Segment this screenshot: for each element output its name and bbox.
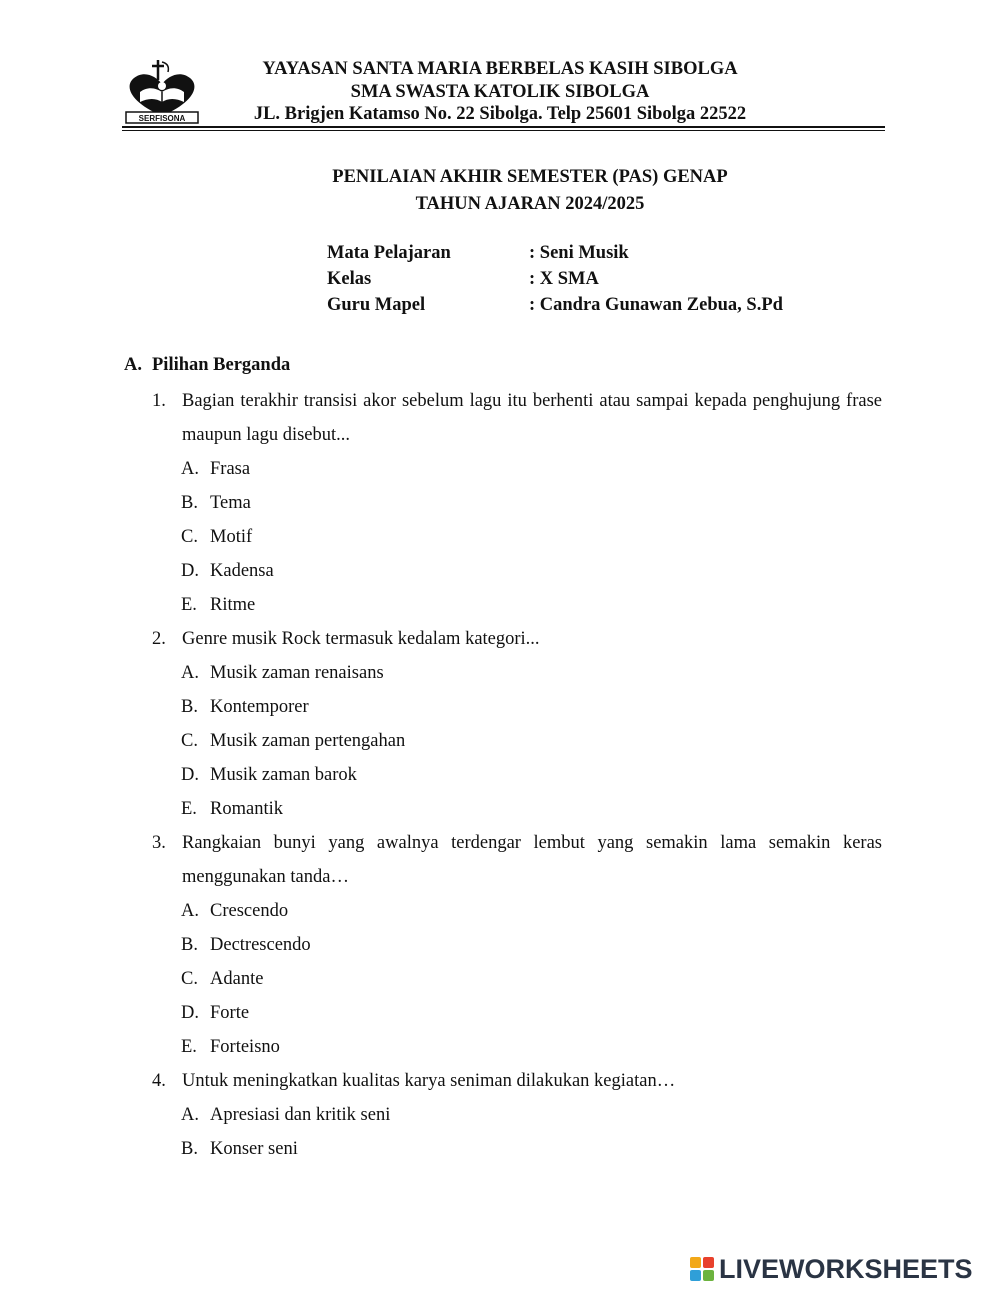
answer-option[interactable]: [152, 996, 882, 1030]
answer-option[interactable]: [152, 554, 882, 588]
question-number: 2.: [152, 629, 166, 649]
info-value: : X SMA: [529, 269, 599, 289]
exam-title: [230, 164, 830, 218]
option-letter: C.: [181, 731, 198, 751]
answer-option[interactable]: [152, 1030, 882, 1064]
option-letter: B.: [181, 697, 198, 717]
option-letter: E.: [181, 595, 197, 615]
option-letter: C.: [181, 527, 198, 547]
logo-tile: [703, 1257, 714, 1268]
answer-option[interactable]: [152, 928, 882, 962]
exam-title-line-2: TAHUN AJARAN 2024/2025: [415, 194, 645, 214]
option-letter: A.: [181, 901, 199, 921]
letterhead: [222, 58, 778, 126]
option-text: Kontemporer: [210, 697, 309, 717]
option-text: Dectrescendo: [210, 935, 311, 955]
option-letter: B.: [181, 1139, 198, 1159]
option-letter: E.: [181, 799, 197, 819]
exam-info: [327, 240, 783, 318]
option-text: Ritme: [210, 595, 256, 615]
question-text: Bagian terakhir transisi akor sebelum lagu itu berhenti atau sampai kepada penghujung frase maupun lagu disebut...: [182, 391, 882, 445]
question-number: 4.: [152, 1071, 166, 1091]
question-number: 3.: [152, 833, 166, 853]
info-row-teacher: [327, 292, 783, 318]
info-value: : Seni Musik: [529, 243, 629, 263]
logo-banner-text: SERFISONA: [138, 114, 186, 123]
option-text: Tema: [210, 493, 251, 513]
question-2: [152, 622, 882, 826]
answer-option[interactable]: [152, 520, 882, 554]
school-logo: [122, 58, 202, 124]
option-text: Crescendo: [210, 901, 289, 921]
answer-option[interactable]: [152, 894, 882, 928]
school-name: SMA SWASTA KATOLIK SIBOLGA: [350, 81, 650, 102]
question-stem: [152, 384, 882, 452]
option-letter: A.: [181, 1105, 199, 1125]
info-label: Mata Pelajaran: [327, 243, 451, 263]
liveworksheets-logo-icon: [690, 1257, 714, 1281]
question-1: [152, 384, 882, 622]
foundation-name: YAYASAN SANTA MARIA BERBELAS KASIH SIBOLGA: [262, 59, 738, 79]
option-letter: B.: [181, 935, 198, 955]
option-text: Romantik: [210, 799, 283, 819]
option-text: Forteisno: [210, 1037, 280, 1057]
option-text: Apresiasi dan kritik seni: [210, 1105, 391, 1125]
info-label: Kelas: [327, 269, 372, 289]
info-label: Guru Mapel: [327, 295, 426, 315]
section-title: Pilihan Berganda: [152, 355, 291, 375]
answer-option[interactable]: [152, 724, 882, 758]
logo-tile: [703, 1270, 714, 1281]
question-text: Rangkaian bunyi yang awalnya terdengar lembut yang semakin lama semakin keras menggunakan tanda…: [182, 833, 882, 887]
option-text: Musik zaman pertengahan: [210, 731, 406, 751]
answer-option[interactable]: [152, 962, 882, 996]
option-text: Adante: [210, 969, 264, 989]
answer-option[interactable]: [152, 792, 882, 826]
question-list: [152, 384, 882, 1166]
option-letter: D.: [181, 561, 199, 581]
option-text: Forte: [210, 1003, 250, 1023]
info-row-subject: [327, 240, 783, 266]
liveworksheets-brand[interactable]: [690, 1254, 973, 1284]
question-stem: [152, 826, 882, 894]
answer-option[interactable]: [152, 1132, 882, 1166]
section-letter: A.: [124, 355, 142, 375]
section-heading: [124, 352, 290, 378]
answer-option[interactable]: [152, 452, 882, 486]
question-stem: [152, 1064, 882, 1098]
option-text: Musik zaman renaisans: [210, 663, 384, 683]
answer-option[interactable]: [152, 486, 882, 520]
answer-option[interactable]: [152, 758, 882, 792]
option-text: Kadensa: [210, 561, 274, 581]
answer-option[interactable]: [152, 656, 882, 690]
school-address: JL. Brigjen Katamso No. 22 Sibolga. Telp 25601 Sibolga 22522: [253, 104, 747, 124]
option-letter: D.: [181, 1003, 199, 1023]
option-text: Motif: [210, 527, 253, 547]
answer-option[interactable]: [152, 690, 882, 724]
option-text: Frasa: [210, 459, 251, 479]
option-letter: C.: [181, 969, 198, 989]
option-letter: A.: [181, 663, 199, 683]
option-letter: B.: [181, 493, 198, 513]
exam-title-line-1: PENILAIAN AKHIR SEMESTER (PAS) GENAP: [332, 167, 728, 187]
brand-name: LIVEWORKSHEETS: [719, 1253, 973, 1284]
question-number: 1.: [152, 391, 166, 411]
question-3: [152, 826, 882, 1064]
answer-option[interactable]: [152, 588, 882, 622]
question-4: [152, 1064, 882, 1166]
question-text: Genre musik Rock termasuk kedalam kategori...: [182, 629, 540, 649]
question-text: Untuk meningkatkan kualitas karya seniman dilakukan kegiatan…: [182, 1071, 676, 1091]
option-text: Konser seni: [210, 1139, 298, 1159]
answer-option[interactable]: [152, 1098, 882, 1132]
question-stem: [152, 622, 882, 656]
option-letter: E.: [181, 1037, 197, 1057]
logo-tile: [690, 1257, 701, 1268]
info-row-class: [327, 266, 783, 292]
option-letter: D.: [181, 765, 199, 785]
option-letter: A.: [181, 459, 199, 479]
option-text: Musik zaman barok: [210, 765, 357, 785]
letterhead-divider: [122, 126, 885, 131]
info-value: : Candra Gunawan Zebua, S.Pd: [529, 295, 783, 315]
logo-tile: [690, 1270, 701, 1281]
